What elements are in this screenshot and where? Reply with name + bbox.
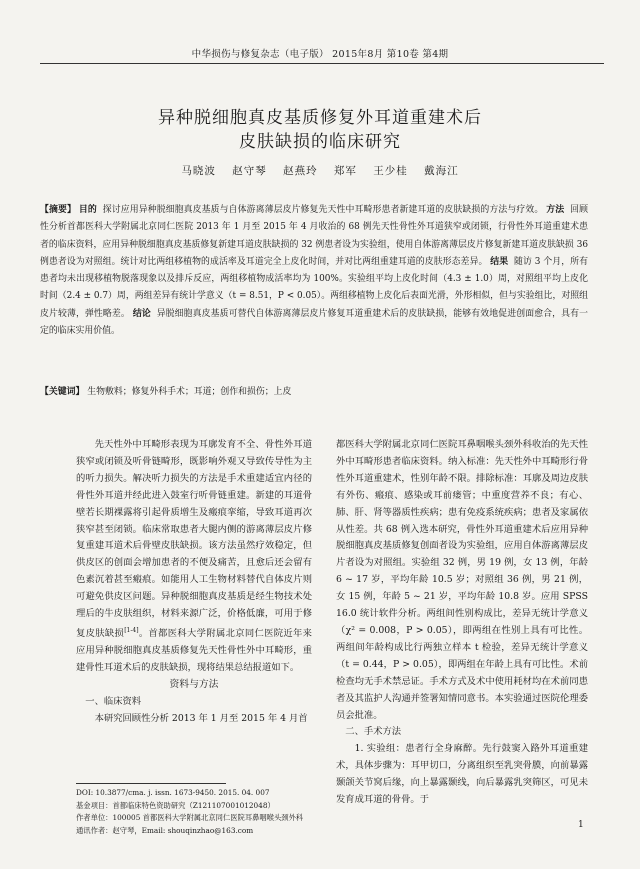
- header-rule: [40, 63, 604, 64]
- abstract-objective: 探讨应用异种脱细胞真皮基质与自体游离薄层皮片修复先天性中耳畸形患者新建耳道的皮肤缺损的方法与疗效。: [102, 205, 544, 215]
- author-list: 马晓波 赵守琴 赵燕玲 郑军 王少桂 戴海江: [181, 165, 459, 177]
- conclusion-label: 结论: [132, 308, 151, 319]
- methods-label: 方法: [546, 205, 565, 215]
- subsection-surgical-method: 二、手术方法: [345, 726, 402, 738]
- page-number: 1: [578, 820, 584, 830]
- objective-label: 目的: [78, 205, 97, 215]
- intro-text-end: 。首都医科大学附属北京同仁医院近年来应用异种脱细胞真皮基质修复先天性骨性外中耳畸形，重建骨性耳道术后的皮肤缺损，现将结果总结报道如下。: [76, 628, 312, 673]
- running-header: 中华损伤与修复杂志（电子版） 2015年8月 第10卷 第4期: [191, 49, 449, 60]
- abstract-label: 【摘要】: [40, 205, 76, 215]
- left-column: [76, 437, 312, 728]
- citation-ref: [1-4]: [124, 626, 139, 634]
- correspondence-line: 通讯作者：赵守琴，Email: shouqinzhao@163.com: [76, 825, 254, 835]
- affiliation-line: 作者单位：100005 首都医科大学附属北京同仁医院耳鼻咽喉头颈外科: [76, 813, 304, 822]
- keywords: [40, 384, 588, 397]
- footnotes: [76, 787, 326, 837]
- keywords-label: 【关键词】: [40, 387, 85, 397]
- intro-paragraph: [76, 437, 312, 677]
- doi-line: DOI: 10.3877/cma. j. issn. 1673-9450. 2015. 04. 007: [76, 788, 270, 797]
- footnote-rule: [76, 783, 226, 784]
- section-title: 资料与方法: [169, 678, 219, 690]
- article-title-line2: 皮肤缺损的临床研究: [239, 132, 401, 152]
- keywords-text: 生物敷料；修复外科手术；耳道；创作和损伤；上皮: [87, 387, 292, 397]
- results-label: 结果: [490, 256, 509, 267]
- clinical-data-continued: 都医科大学附属北京同仁医院耳鼻咽喉头颈外科收治的先天性外中耳畸形患者临床资料。纳入标准：先天性外中耳畸形行骨性外耳道重建术，性别年龄不限。排除标准：耳廓及周边皮肤有外伤、瘢痕、感染或耳前瘘管；中重度营养不良；有心、肺、肝、肾等器质性疾病；患有免疫系统疾病；患者及家属依从性差。共 68 例入选本研究，骨性外耳道重建术后应用异种脱细胞真皮基质修复创面者设为实验组，应用自体游离薄层皮片者设为对照组。实验组 32 例，男 19 例，女 13 例，年龄 6 ~ 17 岁，平均年龄 10.5 岁；对照组 36 例，男 21 例，女 15 例，年龄 5 ~ 21 岁，平均年龄 10.8 岁。应用 SPSS 16.0 统计软件分析。两组间性别构成比，差异无统计学意义（χ² = 0.008，P > 0.05），即两组在性别上具有可比性。两组间年龄构成比行两独立样本 t 检验，差异无统计学意义（t = 0.44，P > 0.05），即两组在年龄上具有可比性。术前检查均无手术禁忌证。手术方式及术中使用耗材均在术前同患者及其监护人沟通并签署知情同意书。本实验通过医院伦理委员会批准。: [336, 439, 588, 721]
- abstract: [40, 202, 588, 340]
- abstract-methods: 回顾性分析首都医科大学附属北京同仁医院 2013 年 1 月至 2015 年 4 月收治的 68 例先天性骨性外耳道狭窄或闭锁，行骨性外耳道重建术患者的临床资料，应用异种脱细胞真皮基质修复新建耳道皮肤缺损的 32 例患者设为实验组，使用自体游离薄层皮片修复新建耳道皮肤缺损 36 例患者设为对照组。统计对比两组移植物的成活率及耳道完全上皮化时间，并对比两组重建耳道的皮肤形态差异。: [40, 205, 588, 267]
- right-column: [336, 437, 588, 809]
- intro-text: 先天性外中耳畸形表现为耳廓发育不全、骨性外耳道狭窄或闭锁及听骨链畸形，既影响外观又导致传导性为主的听力损失。解决听力损失的方法是手术重建适宜内径的骨性外耳道并经此进入鼓室行听骨链重建。新建的耳道骨壁若长期裸露将引起骨质增生及瘢痕挛缩，导致耳道再次狭窄甚至闭锁。临床常取患者大腿内侧的游离薄层皮片修复重建耳道术后骨壁皮肤缺损。该方法虽然疗效稳定，但供皮区的创面会增加患者的不便及痛苦，且愈后还会留有色素沉着甚至瘢痕。如能用人工生物材料替代自体皮片则可避免供皮区问题。异种脱细胞真皮基质是经生物技术处理后的牛皮肤组织，材料来源广泛，价格低廉，可用于修复皮肤缺损: [76, 439, 312, 640]
- surgical-method-paragraph: 1. 实验组：患者行全身麻醉。先行鼓窦入路外耳道重建术，具体步骤为：耳甲切口，分离组织至乳突骨膜，向前暴露颞颌关节窝后缘，向上暴露颞线，向后暴露乳突筛区，可见未发育成耳道的骨骨。于: [336, 743, 588, 806]
- clinical-data-paragraph: 本研究回顾性分析 2013 年 1 月至 2015 年 4 月首: [94, 712, 308, 724]
- article-title-line1: 异种脱细胞真皮基质修复外耳道重建术后: [158, 108, 482, 128]
- abstract-conclusion: 异脱细胞真皮基质可替代自体游离薄层皮片修复耳道重建术后的皮肤缺损，能够有效地促进创面愈合，具有一定的临床实用价值。: [40, 308, 589, 337]
- abstract-results: 随访 3 个月，所有患者均未出现移植物脱落现象以及排斥反应，两组移植物成活率均为 100%。实验组平均上皮化时间（4.3 ± 1.0）周，对照组平均上皮化时间（2.4 ± 0.7）周，两组差异有统计学意义（t = 8.51，P < 0.05）。两组移植物上皮化后表面光滑，外形相似，但与实验组比，对照组皮片较薄，弹性略差。: [40, 256, 588, 319]
- fund-line: 基金项目：首都临床特色资助研究（Z121107001012048）: [76, 800, 275, 810]
- subsection-clinical-data: 一、临床资料: [85, 695, 142, 707]
